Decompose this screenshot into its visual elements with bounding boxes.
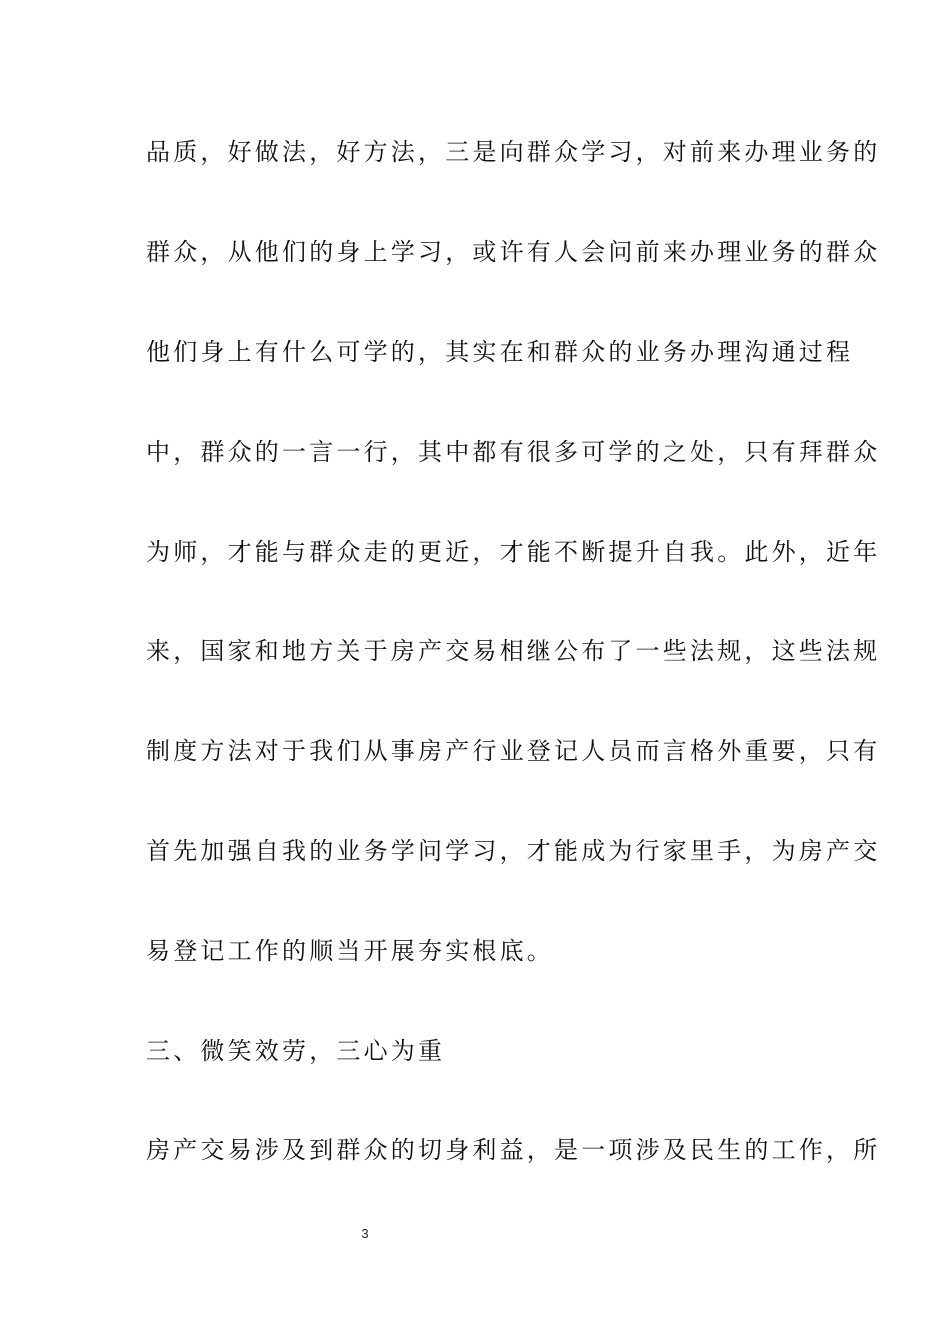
body-text-line: 品质，好做法，好方法，三是向群众学习，对前来办理业务的 bbox=[146, 138, 881, 166]
body-text-line: 来，国家和地方关于房产交易相继公布了一些法规，这些法规 bbox=[146, 637, 881, 665]
body-text-line: 群众，从他们的身上学习，或许有人会问前来办理业务的群众 bbox=[146, 238, 881, 266]
page-number: 3 bbox=[361, 1226, 369, 1241]
body-text-line: 为师，才能与群众走的更近，才能不断提升自我。此外，近年 bbox=[146, 538, 881, 566]
body-text-line: 首先加强自我的业务学问学习，才能成为行家里手，为房产交 bbox=[146, 837, 881, 865]
body-text-line: 房产交易涉及到群众的切身利益，是一项涉及民生的工作，所 bbox=[146, 1136, 881, 1164]
section-heading: 三、微笑效劳，三心为重 bbox=[146, 1037, 446, 1065]
body-text-line: 易登记工作的顺当开展夯实根底。 bbox=[146, 937, 554, 965]
body-text-line: 制度方法对于我们从事房产行业登记人员而言格外重要，只有 bbox=[146, 737, 881, 765]
body-text-line: 他们身上有什么可学的，其实在和群众的业务办理沟通过程 bbox=[146, 338, 854, 366]
body-text-line: 中，群众的一言一行，其中都有很多可学的之处，只有拜群众 bbox=[146, 438, 881, 466]
